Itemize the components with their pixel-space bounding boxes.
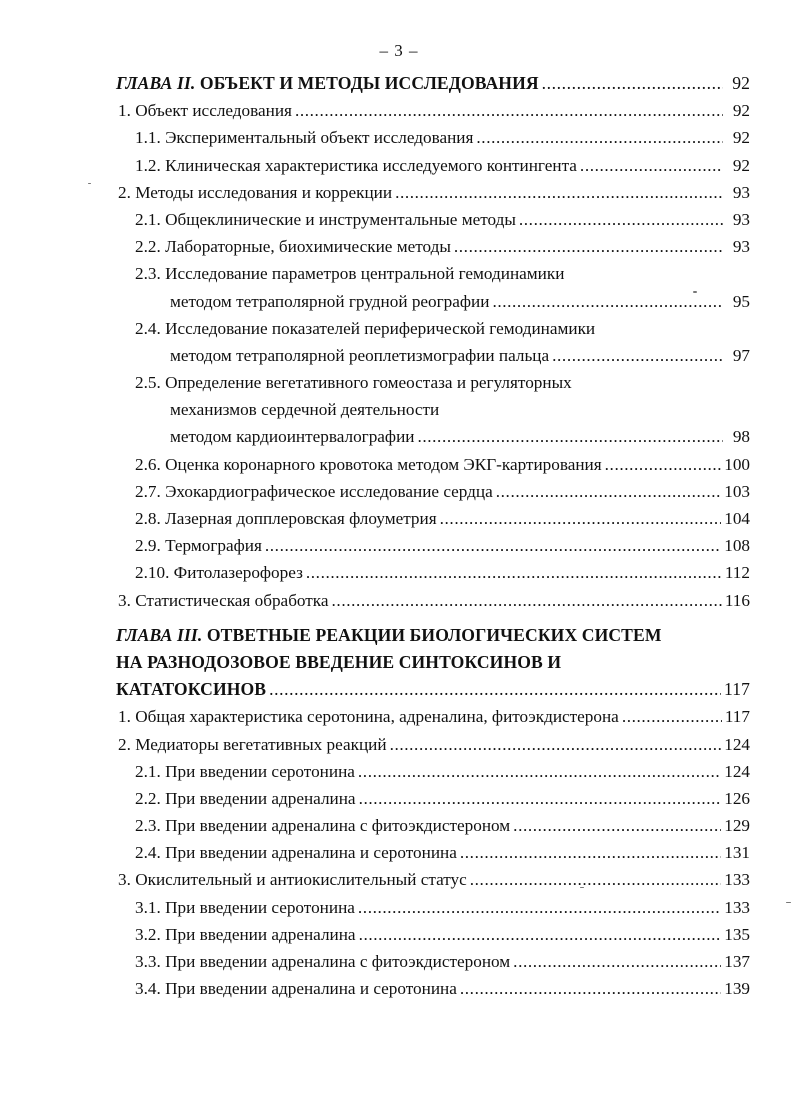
dot-leader [395,179,723,206]
toc-entry [116,948,750,975]
toc-chapter-entry [116,649,750,676]
toc-page-number: 135 [724,924,750,944]
toc-entry-title: НА РАЗНОДОЗОВОЕ ВВЕДЕНИЕ СИНТОКСИНОВ И [116,651,562,672]
toc-page-number: 93 [732,209,750,229]
toc-entry [116,559,750,586]
toc-entry-title: 2.2. При введении адреналина [135,788,356,808]
toc-page-number: 103 [724,481,750,501]
toc-page-number: 95 [732,291,750,311]
toc-entry-title: 2.10. Фитолазерофорез [135,563,303,583]
toc-page-number: 139 [724,979,750,999]
toc-page-number: 117 [723,679,750,700]
toc-chapter-entry [116,622,750,649]
toc-entry-title: методом тетраполярной грудной реографии [170,291,490,311]
toc-page-number: 97 [732,345,750,365]
page-number: – 3 – [379,41,419,60]
toc-entry [116,423,750,450]
dot-leader [519,206,723,233]
chapter-title: ОТВЕТНЫЕ РЕАКЦИИ БИОЛОГИЧЕСКИХ СИСТЕМ [202,624,662,645]
table-of-contents [116,70,750,1002]
dot-leader [580,152,723,179]
dot-leader [390,731,722,758]
toc-entry-title: 2.1. При введении серотонина [135,761,355,781]
scan-speck [88,183,91,184]
toc-chapter-entry [116,676,750,703]
toc-entry [116,342,750,369]
toc-entry-title: методом тетраполярной реоплетизмографии пальца [170,345,550,365]
toc-entry-title: 2.6. Оценка коронарного кровотока методом ЭКГ-картирования [135,454,602,474]
toc-page-number: 98 [732,427,750,447]
dot-leader [417,423,723,450]
toc-entry [116,97,750,124]
toc-entry [116,451,750,478]
toc-chapter-entry [116,70,750,97]
toc-entry-title: 3. Окислительный и антиокислительный статус [118,870,467,890]
chapter-label: ГЛАВА III. [116,624,203,645]
toc-entry [116,758,750,785]
toc-page-number: 112 [724,563,750,583]
toc-entry-title: 2.3. При введении адреналина с фитоэкдистероном [135,816,511,836]
toc-entry-title [116,625,662,645]
toc-entry-title: 3.2. При введении адреналина [135,924,356,944]
dot-leader [513,948,721,975]
toc-page-number: 93 [732,182,750,202]
toc-page-number: 137 [724,952,750,971]
toc-entry [116,206,750,233]
toc-page-number: 117 [724,707,750,727]
toc-page-number: 133 [724,897,750,917]
toc-entry [116,921,750,948]
toc-page-number: 93 [732,237,750,257]
dot-leader [552,342,723,369]
scan-speck [580,887,584,888]
dot-leader [358,758,721,785]
dot-leader [359,921,722,948]
scan-speck [693,291,697,293]
toc-entry [116,478,750,505]
toc-entry [116,532,750,559]
dot-leader [605,451,722,478]
dot-leader [265,532,721,559]
toc-entry [116,975,750,1002]
dot-leader [440,505,722,532]
dot-leader [470,866,721,893]
toc-page-number: 92 [732,155,750,175]
toc-entry [116,288,750,315]
toc-entry-title: 2.1. Общеклинические и инструментальные методы [135,209,516,229]
toc-entry [116,587,750,614]
toc-entry-title: 2. Медиаторы вегетативных реакций [118,734,387,754]
toc-page-number: 92 [732,73,750,93]
dot-leader [454,233,723,260]
dot-leader [295,97,723,124]
chapter-label: ГЛАВА II. [116,73,196,93]
toc-entry-title: методом кардиоинтервалографии [170,427,415,447]
dot-leader [306,559,722,586]
toc-entry-title [116,70,539,97]
toc-entry [116,396,750,423]
dot-leader [359,785,722,812]
chapter-title: ОБЪЕКТ И МЕТОДЫ ИССЛЕДОВАНИЯ [195,73,539,93]
toc-entry [116,315,750,342]
toc-page-number: 131 [724,843,750,863]
toc-entry-title: 3. Статистическая обработка [118,590,329,610]
dot-leader [358,894,721,921]
toc-entry [116,505,750,532]
dot-leader [460,975,721,1002]
dot-leader [476,124,723,151]
toc-entry [116,866,750,893]
toc-entry [116,260,750,287]
toc-page-number: 124 [724,734,750,754]
toc-page-number: 129 [724,816,750,836]
toc-entry-title: 2. Методы исследования и коррекции [118,182,393,202]
toc-entry-title: 2.2. Лабораторные, биохимические методы [135,237,451,257]
dot-leader [542,70,723,97]
toc-page-number: 100 [724,454,750,474]
toc-entry-title: 2.7. Эхокардиографическое исследование сердца [135,481,493,501]
toc-page-number: 124 [724,761,750,781]
dot-leader [332,587,722,614]
toc-entry [116,703,750,730]
dot-leader [622,703,722,730]
toc-entry-title: механизмов сердечной деятельности [170,400,440,420]
toc-entry [116,124,750,151]
toc-entry-title: 1.1. Экспериментальный объект исследования [135,128,474,148]
toc-entry [116,839,750,866]
toc-entry [116,369,750,396]
toc-entry-title: 3.4. При введении адреналина и серотонина [135,979,457,999]
toc-page-number: 133 [724,870,750,890]
toc-entry-title: 2.3. Исследование параметров центральной гемодинамики [135,264,565,284]
toc-entry [116,731,750,758]
dot-leader [460,839,721,866]
toc-page-number: 116 [724,590,750,610]
toc-entry [116,894,750,921]
toc-page-number: 104 [724,509,750,528]
toc-entry [116,179,750,206]
toc-page-number: 126 [724,788,750,808]
toc-entry-title: 1.2. Клиническая характеристика исследуемого контингента [135,155,577,175]
toc-entry [116,812,750,839]
toc-entry-title: 2.5. Определение вегетативного гомеостаза и регуляторных [135,373,572,393]
toc-page-number: 92 [732,128,750,148]
dot-leader [492,288,723,315]
toc-entry-title: 2.4. При введении адреналина и серотонина [135,843,457,863]
toc-entry-title: 2.8. Лазерная допплеровская флоуметрия [135,509,437,528]
dot-leader [269,676,721,703]
toc-entry [116,785,750,812]
toc-entry-title: 1. Объект исследования [118,101,292,121]
toc-entry-title: 2.9. Термография [135,536,262,556]
dot-leader [496,478,721,505]
toc-entry-title: 3.3. При введении адреналина с фитоэкдистероном [135,952,511,971]
toc-entry-title: 1. Общая характеристика серотонина, адреналина, фитоэкдистерона [118,707,619,727]
dot-leader [513,812,721,839]
toc-entry [116,152,750,179]
scan-speck [786,902,791,903]
toc-entry-title: КАТАТОКСИНОВ [116,679,267,700]
toc-entry-title: 3.1. При введении серотонина [135,897,355,917]
toc-entry [116,233,750,260]
toc-page-number: 108 [724,536,750,556]
toc-entry-title: 2.4. Исследование показателей периферической гемодинамики [135,318,596,338]
toc-page-number: 92 [732,101,750,121]
